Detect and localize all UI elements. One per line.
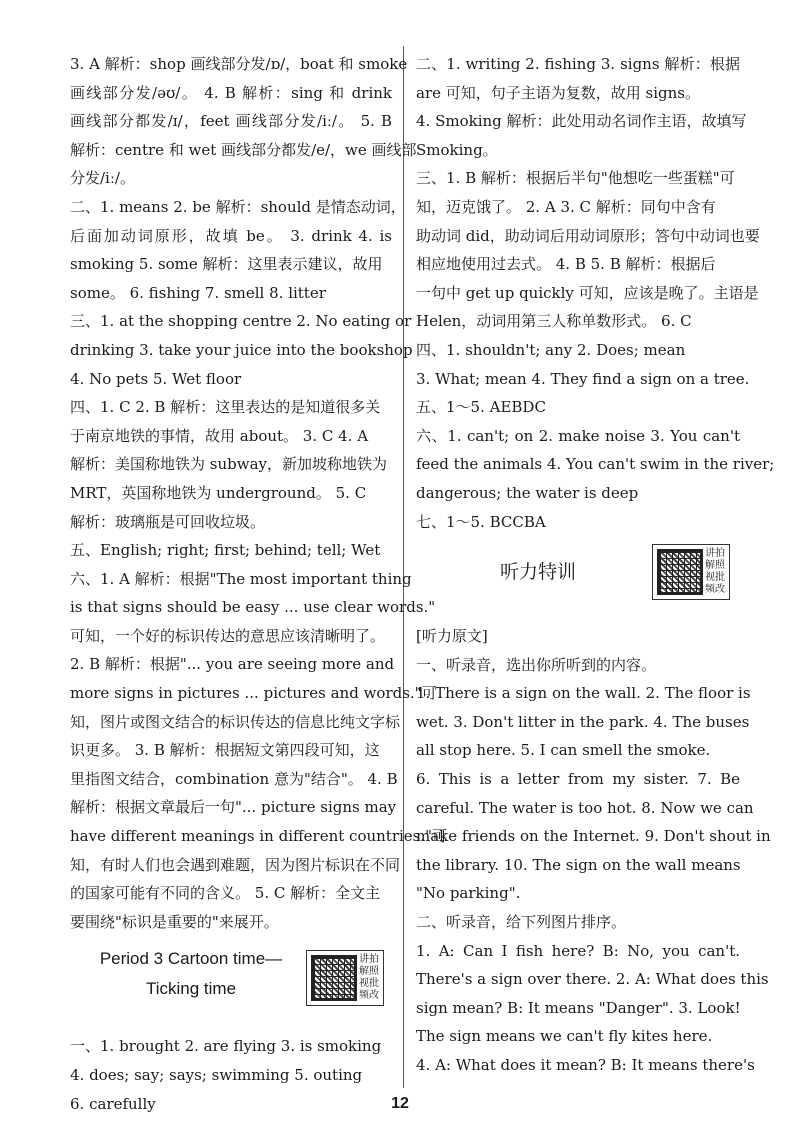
text-line: 里指图文结合，combination 意为"结合"。 4. B (70, 769, 398, 788)
text-line: Helen，动词用第三人称单数形式。 6. C (416, 312, 692, 331)
text-line: have different meanings in different countries."可 (70, 827, 448, 846)
text-line: 三、1. B 解析：根据后半句"他想吃一些蛋糕"可 (416, 169, 735, 188)
text-line: 助动词 did，助动词后用动词原形；答句中动词也要 (416, 226, 760, 245)
text-line: 七、1～5. BCCBA (416, 512, 546, 531)
text-line: 的国家可能有不同的含义。 5. C 解析：全文主 (70, 884, 381, 903)
qr-code-period[interactable] (306, 950, 384, 1006)
text-line: 6. This is a letter from my sister. 7. Be (416, 770, 740, 789)
text-line: more signs in pictures ... pictures and words."可 (70, 684, 437, 703)
text-line: 画线部分发/əʊ/。 4. B 解析：sing 和 drink (70, 83, 392, 102)
text-line: careful. The water is too hot. 8. Now we can (416, 798, 754, 817)
text-line: 六、1. A 解析：根据"The most important thing (70, 569, 412, 588)
left-answer-text (70, 50, 448, 936)
text-line: dangerous; the water is deep (416, 483, 639, 502)
text-line: 知，有时人们也会遇到难题，因为图片标识在不同 (70, 855, 401, 874)
text-line: 3. What; mean 4. They find a sign on a tree. (416, 369, 750, 388)
text-line: 一、听录音，选出你所听到的内容。 (416, 655, 657, 674)
text-line: 可知，一个好的标识传达的意思应该清晰明了。 (70, 626, 386, 645)
page-number: 12 (391, 1095, 409, 1112)
text-line: "No parking". (416, 884, 521, 903)
text-line: the library. 10. The sign on the wall means (416, 855, 741, 874)
text-line: drinking 3. take your juice into the bookshop (70, 340, 413, 359)
text-line: 后面加动词原形，故填 be。 3. drink 4. is (70, 226, 392, 245)
text-line: 知，图片或图文结合的标识传达的信息比纯文字标 (70, 712, 401, 731)
text-line: 6. carefully (70, 1094, 156, 1113)
text-line: The sign means we can't fly kites here. (416, 1027, 713, 1046)
text-line: is that signs should be easy ... use clear words." (70, 598, 436, 617)
text-line: 要围绕"标识是重要的"来展开。 (70, 912, 279, 931)
text-line: make friends on the Internet. 9. Don't shout in (416, 827, 771, 846)
text-line: 五、English; right; first; behind; tell; Wet (70, 541, 381, 560)
text-line: 四、1. C 2. B 解析：这里表达的是知道很多关 (70, 398, 381, 417)
text-line: 4. Smoking 解析：此处用动名词作主语，故填写 (416, 112, 747, 131)
period-title-line2: Ticking time (145, 979, 237, 999)
text-line: wet. 3. Don't litter in the park. 4. The buses (416, 712, 750, 731)
text-line: 一、1. brought 2. are flying 3. is smoking (70, 1037, 382, 1056)
period-heading-block (70, 936, 392, 1032)
text-line: 解析：美国称地铁为 subway，新加坡称地铁为 (70, 455, 387, 474)
text-line: 识更多。 3. B 解析：根据短文第四段可知，这 (70, 741, 380, 760)
text-line: 3. A 解析：shop 画线部分发/ɒ/，boat 和 smoke (70, 55, 408, 73)
text-line: 五、1～5. AEBDC (416, 398, 546, 417)
text-line: 4. does; say; says; swimming 5. outing (70, 1066, 363, 1084)
text-line: There's a sign over there. 2. A: What does this (416, 970, 769, 989)
text-line: 二、听录音，给下列图片排序。 (416, 913, 627, 932)
text-line: some。 6. fishing 7. smell 8. litter (70, 283, 326, 302)
text-line: 解析：根据文章最后一句"... picture signs may (70, 798, 397, 817)
text-line: 三、1. at the shopping centre 2. No eating or (70, 312, 412, 331)
text-line: 分发/iː/。 (70, 169, 135, 188)
qr-label: 讲拍解照视批频改 (705, 548, 725, 596)
text-line: 1. There is a sign on the wall. 2. The floor is (416, 684, 751, 703)
period-title-line1: Period 3 Cartoon time— (99, 949, 283, 969)
qr-label: 讲拍解照视批频改 (359, 954, 379, 1002)
text-line: 4. No pets 5. Wet floor (70, 369, 242, 388)
text-line: [听力原文] (416, 627, 488, 646)
text-line: 画线部分都发/ɪ/，feet 画线部分发/iː/。 5. B (70, 112, 392, 131)
text-line: MRT，英国称地铁为 underground。 5. C (70, 483, 367, 502)
text-line: 二、1. means 2. be 解析：should 是情态动词， (70, 197, 406, 216)
text-line: 解析：玻璃瓶是可回收垃圾。 (70, 512, 266, 531)
period-title (86, 944, 296, 1004)
text-line: 解析：centre 和 wet 画线部分都发/e/，we 画线部 (70, 140, 417, 159)
right-column (416, 50, 775, 1080)
text-line: 相应地使用过去式。 4. B 5. B 解析：根据后 (416, 255, 716, 274)
text-line: 4. A: What does it mean? B: It means there's (416, 1056, 755, 1074)
text-line: smoking 5. some 解析：这里表示建议，故用 (70, 255, 383, 274)
text-line: Smoking。 (416, 140, 498, 159)
text-line: 1. A: Can I fish here? B: No, you can't. (416, 941, 740, 960)
text-line: all stop here. 5. I can smell the smoke. (416, 741, 711, 760)
text-line: 于南京地铁的事情，故用 about。 3. C 4. A (70, 426, 369, 445)
listening-title: 听力特训 (500, 561, 577, 584)
text-line: 四、1. shouldn't; any 2. Does; mean (416, 340, 686, 359)
text-line: 六、1. can't; on 2. make noise 3. You can't (416, 426, 740, 445)
text-line: 一句中 get up quickly 可知，应该是晚了。主语是 (416, 283, 759, 302)
text-line: feed the animals 4. You can't swim in the river; (416, 455, 775, 474)
qr-code-pattern (657, 549, 703, 595)
right-answer-text (416, 50, 775, 536)
qr-code-listening[interactable] (652, 544, 730, 600)
listening-script-text (416, 622, 771, 1080)
listening-heading-block (416, 536, 740, 622)
text-line: 二、1. writing 2. fishing 3. signs 解析：根据 (416, 55, 740, 73)
text-line: sign mean? B: It means "Danger". 3. Look! (416, 998, 741, 1017)
text-line: are 可知，句子主语为复数，故用 signs。 (416, 83, 700, 102)
text-line: 2. B 解析：根据"... you are seeing more and (70, 655, 395, 674)
qr-code-pattern (311, 955, 357, 1001)
text-line: 知，迈克饿了。 2. A 3. C 解析：同句中含有 (416, 197, 716, 216)
